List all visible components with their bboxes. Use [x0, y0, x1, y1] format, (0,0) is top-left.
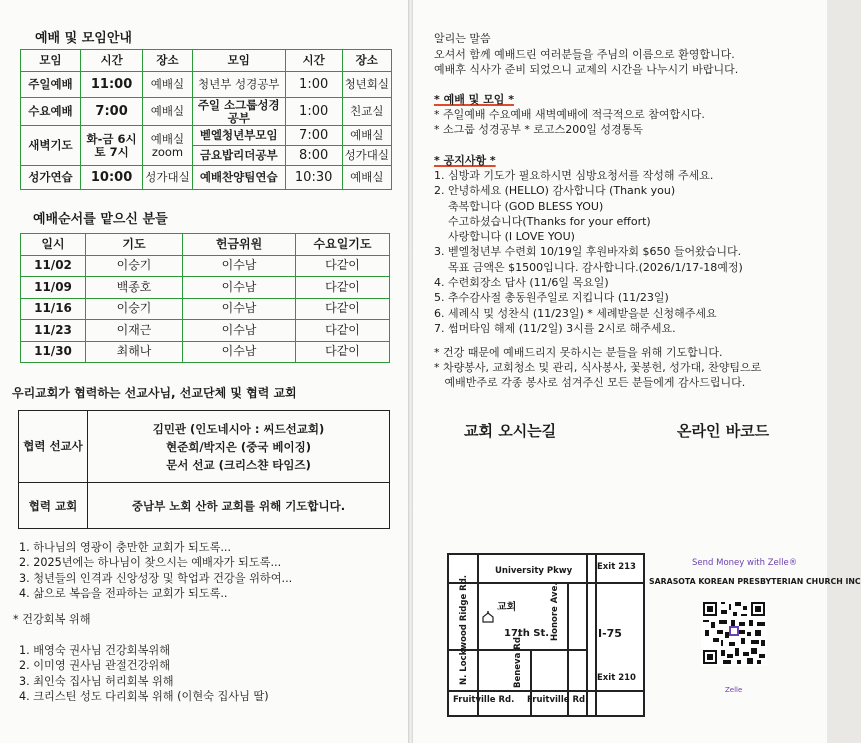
list-item: 3. 벧엘청년부 수련회 10/19일 후원바자회 $650 들어왔습니다.: [434, 245, 742, 259]
zelle-line: Send Money with Zelle®: [692, 558, 798, 568]
lockwood-label: N. Lockwood Ridge Rd.: [459, 574, 469, 685]
i75-label: I-75: [598, 627, 622, 640]
list-item: 사랑합니다 (I LOVE YOU): [434, 230, 575, 244]
list-item: * 주일예배 수요예배 새벽예배에 적극적으로 참여합시다.: [434, 108, 705, 121]
list-item: * 차량봉사, 교회청소 및 관리, 식사봉사, 꽃봉헌, 성가대, 찬양팀으로: [434, 361, 762, 375]
closing-notes: [434, 345, 761, 391]
table-row: [19, 411, 390, 483]
table-cell: 이수남: [183, 277, 296, 299]
table-row: [21, 98, 392, 126]
list-item: 목표 금액은 $1500입니다. 감사합니다.(2026/1/17-18예정): [434, 260, 743, 274]
list-item: 6. 세례식 및 성찬식 (11/23일) * 세례받을분 신청해주세요: [434, 306, 717, 320]
table-cell: 이숭기: [86, 298, 183, 320]
table-cell: 11/30: [21, 341, 86, 363]
header-cell: 모임: [192, 50, 285, 72]
health-list: [19, 643, 269, 704]
table-cell: 금요밥리더공부: [192, 146, 285, 166]
table-cell: 청년부 성경공부: [192, 72, 285, 98]
table-cell: 성가대실: [143, 166, 192, 190]
left-page: [0, 0, 408, 743]
church-map: [447, 553, 645, 717]
table-cell: 11/02: [21, 255, 86, 277]
mission-table: [18, 410, 390, 529]
table-cell: 1:00: [285, 98, 342, 126]
list-item: 4. 수련회장소 답사 (11/6일 목요일): [434, 276, 609, 290]
table-cell: 주일 소그룹성경공부: [192, 98, 285, 126]
table-cell: 다같이: [296, 255, 390, 277]
meeting-list: [434, 107, 705, 137]
online-barcode-title: 온라인 바코드: [677, 422, 770, 440]
table-cell: 예배실 zoom: [143, 126, 192, 166]
17th-street-label: 17th St.: [504, 628, 550, 639]
header-cell: 일시: [21, 234, 86, 256]
church-name: SARASOTA KOREAN PRESBYTERIAN CHURCH INC: [649, 577, 861, 586]
table-cell: 새벽기도: [21, 126, 81, 166]
table-cell: 11:00: [80, 72, 142, 98]
text-line: 예배후 식사가 준비 되었으니 교제의 시간을 나누시기 바랍니다.: [434, 63, 739, 77]
table-cell: 이수남: [183, 341, 296, 363]
table-cell: 주일예배: [21, 72, 81, 98]
worship-order-table: [20, 233, 390, 363]
table-cell: 예배실: [143, 98, 192, 126]
honore-label: Honore Ave.: [550, 582, 560, 641]
partner-text: 중남부 노회 산하 교회를 위해 기도합니다.: [88, 483, 390, 529]
header-cell: 장소: [143, 50, 192, 72]
header-cell: 기도: [86, 234, 183, 256]
church-label: 교회: [497, 602, 517, 613]
table-cell: 이수남: [183, 320, 296, 342]
list-item: 1. 하나님의 영광이 충만한 교회가 되도록...: [19, 541, 232, 554]
table-cell: 예배찬양팀연습: [192, 166, 285, 190]
mission-label: 협력 선교사: [19, 411, 88, 483]
header-cell: 장소: [342, 50, 391, 72]
header-cell: 수요일기도: [296, 234, 390, 256]
list-item: 예배반주로 각종 봉사로 섬겨주신 모든 분들에게 감사드립니다.: [434, 376, 746, 390]
fruitville-label-right: Fruitville Rd.: [527, 695, 589, 705]
header-cell: 시간: [80, 50, 142, 72]
list-item: 2. 2025년에는 하나님이 찾으시는 예배자가 되도록...: [19, 556, 282, 570]
list-item: 3. 최인숙 집사님 허리회복 위해: [19, 674, 174, 688]
announcement-list: [434, 168, 743, 336]
qr-code[interactable]: [701, 600, 767, 666]
list-item: 김민관 (인도네시아 : 씨드선교회): [152, 421, 325, 436]
list-item: 1. 배영숙 권사님 건강회복위해: [19, 644, 171, 657]
partner-label: 협력 교회: [19, 483, 88, 529]
list-item: 문서 선교 (크리스챤 타임즈): [166, 457, 311, 472]
table-row: [21, 255, 390, 277]
table-row: [19, 483, 390, 529]
list-item: * 건강 때문에 예배드리지 못하시는 분들을 위해 기도합니다.: [434, 346, 723, 359]
table-cell: 친교실: [342, 98, 391, 126]
list-item: 4. 삶으로 복음을 전파하는 교회가 되도록..: [19, 586, 228, 600]
table-cell: 7:00: [80, 98, 142, 126]
text-line: 오셔서 함께 예배드린 여러분들을 주님의 이름으로 환영합니다.: [434, 48, 735, 61]
prayer-list: [19, 540, 292, 601]
directions-title: 교회 오시는길: [464, 422, 557, 440]
i75-road-right: [595, 555, 597, 715]
table-row: [21, 126, 392, 146]
list-item: 수고하셨습니다(Thanks for your effort): [434, 214, 651, 228]
zelle-mark: Zelle: [725, 686, 743, 694]
header-cell: 시간: [285, 50, 342, 72]
table-cell: 다같이: [296, 341, 390, 363]
worship-order-title: 예배순서를 맡으신 분들: [33, 212, 168, 227]
table-cell: 11/16: [21, 298, 86, 320]
table-header-row: [21, 234, 390, 256]
i75-road-left: [586, 555, 588, 715]
table-cell: 10:30: [285, 166, 342, 190]
service-schedule-title: 예배 및 모임안내: [35, 31, 132, 46]
university-label: University Pkwy: [495, 566, 573, 576]
table-cell: 벧엘청년부모임: [192, 126, 285, 146]
meeting-title: * 예배 및 모임 *: [434, 93, 514, 106]
list-item: 축복합니다 (GOD BLESS YOU): [434, 199, 604, 213]
missionary-list: [88, 411, 390, 483]
table-cell: 이숭기: [86, 255, 183, 277]
table-cell: 예배실: [143, 72, 192, 98]
table-cell: 11/09: [21, 277, 86, 299]
table-cell: 다같이: [296, 320, 390, 342]
table-cell: 수요예배: [21, 98, 81, 126]
table-cell: 최해나: [86, 341, 183, 363]
table-cell: 이수남: [183, 255, 296, 277]
exit213-label: Exit 213: [597, 562, 636, 572]
table-cell: 11/23: [21, 320, 86, 342]
table-row: [21, 277, 390, 299]
welcome-text: [434, 47, 738, 77]
table-cell: 8:00: [285, 146, 342, 166]
list-item: * 소그룹 성경공부 * 로고스200일 성경통독: [434, 123, 643, 137]
table-cell: 성가대실: [342, 146, 391, 166]
table-cell: 예배실: [342, 126, 391, 146]
fruitville-label-left: Fruitville Rd.: [453, 695, 515, 705]
table-row: [21, 166, 392, 190]
lockwood-road: [477, 555, 479, 715]
table-cell: 1:00: [285, 72, 342, 98]
list-item: 5. 추수감사절 총동원주일로 지킵니다 (11/23일): [434, 291, 669, 305]
table-cell: 7:00: [285, 126, 342, 146]
notice-title: 알리는 말씀: [434, 32, 491, 45]
table-header-row: [21, 50, 392, 72]
list-item: 현준희/박지은 (중국 베이징): [166, 439, 311, 454]
table-cell: 다같이: [296, 277, 390, 299]
header-cell: 헌금위원: [183, 234, 296, 256]
announcement-title: * 공지사항 *: [434, 154, 496, 167]
list-item: 1. 심방과 기도가 필요하시면 심방요청서를 작성해 주세요.: [434, 169, 714, 182]
table-cell: 청년회실: [342, 72, 391, 98]
table-row: [21, 341, 390, 363]
beneva-label: Beneva Rd.: [513, 633, 523, 688]
health-title: * 건강회복 위해: [13, 613, 91, 626]
table-cell: 백종호: [86, 277, 183, 299]
church-building-icon: [482, 608, 494, 618]
list-item: 7. 썸머타임 해제 (11/2일) 3시를 2시로 해주세요.: [434, 321, 676, 335]
table-cell: 이재근: [86, 320, 183, 342]
table-cell: 다같이: [296, 298, 390, 320]
table-cell: 10:00: [80, 166, 142, 190]
list-item: 2. 안녕하세요 (HELLO) 감사합니다 (Thank you): [434, 184, 676, 198]
table-cell: 예배실: [342, 166, 391, 190]
table-cell: 이수남: [183, 298, 296, 320]
list-item: 2. 이미영 권사님 관절건강위해: [19, 659, 171, 673]
table-row: [21, 298, 390, 320]
table-row: [21, 320, 390, 342]
list-item: 4. 크리스틴 성도 다리회복 위해 (이현숙 집사님 딸): [19, 689, 269, 703]
service-schedule-table: [20, 49, 392, 190]
table-cell: 화-금 6시 토 7시: [80, 126, 142, 166]
exit210-label: Exit 210: [597, 673, 636, 683]
beneva-road: [530, 649, 532, 715]
header-cell: 모임: [21, 50, 81, 72]
mission-title: 우리교회가 협력하는 선교사님, 선교단체 및 협력 교회: [12, 386, 297, 400]
list-item: 3. 청년들의 인격과 신앙성장 및 학업과 건강을 위하여...: [19, 571, 293, 585]
table-row: [21, 72, 392, 98]
table-cell: 성가연습: [21, 166, 81, 190]
